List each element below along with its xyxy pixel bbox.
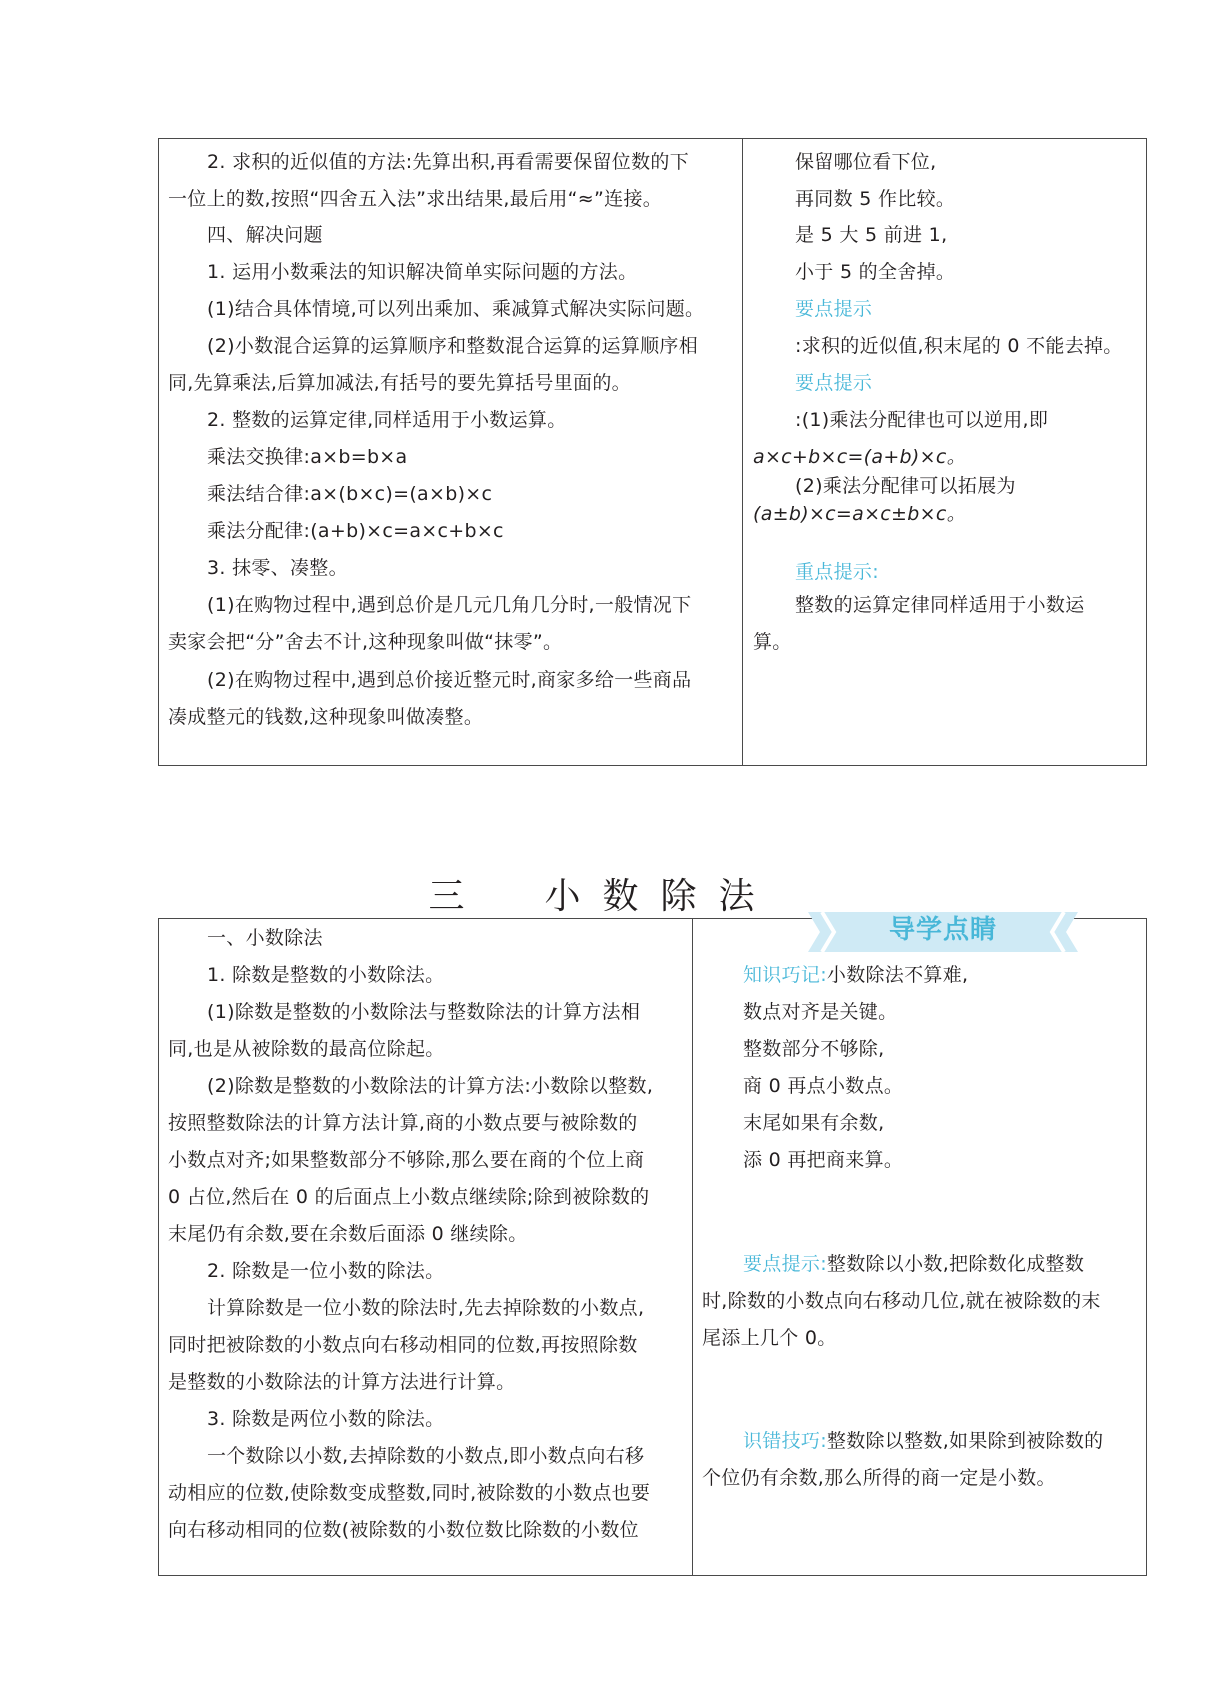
- s2-left-line: 向右移动相同的位数(被除数的小数位数比除数的小数位: [168, 1519, 639, 1541]
- s1-left-line: 凑成整元的钱数,这种现象叫做凑整。: [168, 706, 484, 728]
- s2-left-line: 动相应的位数,使除数变成整数,同时,被除数的小数点也要: [168, 1482, 651, 1504]
- s1-tip2-line: a×c+b×c=(a+b)×c。: [753, 446, 966, 468]
- s1-tip3-line: 算。: [753, 631, 792, 653]
- s2-tip-line: 尾添上几个 0。: [702, 1327, 837, 1349]
- s2-left-line: (1)除数是整数的小数除法与整数除法的计算方法相: [207, 1001, 641, 1023]
- s1-left-line: 乘法结合律:a×(b×c)=(a×b)×c: [207, 483, 493, 505]
- s2-memo-line: 整数部分不够除,: [743, 1038, 885, 1060]
- s1-tip2-label: 要点提示: [795, 372, 873, 394]
- s2-left-line: 一、小数除法: [207, 927, 323, 949]
- s1-left-line: (2)在购物过程中,遇到总价接近整元时,商家多给一些商品: [207, 669, 692, 691]
- s2-left-line: 小数点对齐;如果整数部分不够除,那么要在商的个位上商: [168, 1149, 645, 1171]
- s2-tip-line: 时,除数的小数点向右移动几位,就在被除数的末: [702, 1290, 1101, 1312]
- s2-left-line: 计算除数是一位小数的除法时,先去掉除数的小数点,: [207, 1297, 645, 1319]
- page-title: 三 小数除法: [428, 876, 777, 917]
- s1-left-line: 四、解决问题: [207, 224, 323, 246]
- s1-left-line: (1)结合具体情境,可以列出乘加、乘减算式解决实际问题。: [207, 298, 705, 320]
- s2-left-line: 末尾仍有余数,要在余数后面添 0 继续除。: [168, 1223, 528, 1245]
- s2-tip-first: [743, 1252, 1084, 1276]
- s1-poem-line: 保留哪位看下位,: [795, 151, 937, 173]
- s2-memo-text: 小数除法不算难,: [826, 964, 969, 986]
- s2-err-line: 个位仍有余数,那么所得的商一定是小数。: [702, 1467, 1056, 1489]
- s2-tip-text: 整数除以小数,把除数化成整数: [826, 1253, 1085, 1275]
- s2-err-first: [743, 1429, 1103, 1453]
- banner-title: 导学点睛: [888, 915, 997, 945]
- s2-left-line: 0 占位,然后在 0 的后面点上小数点继续除;除到被除数的: [168, 1186, 650, 1208]
- s2-left-line: 1. 除数是整数的小数除法。: [207, 964, 445, 986]
- s1-tip2-line: (2)乘法分配律可以拓展为: [795, 475, 1016, 497]
- s1-left-line: 乘法交换律:a×b=b×a: [207, 446, 408, 468]
- s2-left-line: 2. 除数是一位小数的除法。: [207, 1260, 445, 1282]
- s2-left-line: 是整数的小数除法的计算方法进行计算。: [168, 1371, 516, 1393]
- s2-err-text: 整数除以整数,如果除到被除数的: [826, 1430, 1104, 1452]
- s1-left-line: 2. 整数的运算定律,同样适用于小数运算。: [207, 409, 567, 431]
- s2-tip-label: 要点提示:: [743, 1253, 827, 1275]
- s1-tip1-text: :求积的近似值,积末尾的 0 不能去掉。: [795, 335, 1123, 357]
- s2-memo-line: 添 0 再把商来算。: [743, 1149, 904, 1171]
- s2-memo-label: 知识巧记:: [743, 964, 827, 986]
- s1-tip3-label: 重点提示:: [795, 561, 879, 583]
- s2-left-line: 同,也是从被除数的最高位除起。: [168, 1038, 445, 1060]
- s2-left-line: 3. 除数是两位小数的除法。: [207, 1408, 445, 1430]
- s1-left-line: 乘法分配律:(a+b)×c=a×c+b×c: [207, 520, 504, 542]
- section2-divider: [692, 918, 693, 1576]
- s2-memo-line: 商 0 再点小数点。: [743, 1075, 904, 1097]
- s2-memo-first: [743, 963, 968, 987]
- s1-left-line: 一位上的数,按照“四舍五入法”求出结果,最后用“≈”连接。: [168, 188, 663, 210]
- s2-memo-line: 数点对齐是关键。: [743, 1001, 898, 1023]
- s1-poem-line: 是 5 大 5 前进 1,: [795, 224, 948, 246]
- s1-poem-line: 再同数 5 作比较。: [795, 188, 956, 210]
- s2-memo-line: 末尾如果有余数,: [743, 1112, 885, 1134]
- s2-left-line: (2)除数是整数的小数除法的计算方法:小数除以整数,: [207, 1075, 654, 1097]
- s1-left-line: 2. 求积的近似值的方法:先算出积,再看需要保留位数的下: [207, 151, 690, 173]
- s1-left-line: (1)在购物过程中,遇到总价是几元几角几分时,一般情况下: [207, 594, 692, 616]
- s1-tip1-label: 要点提示: [795, 298, 873, 320]
- s2-err-label: 识错技巧:: [743, 1430, 827, 1452]
- s1-tip2-line: (a±b)×c=a×c±b×c。: [753, 503, 966, 525]
- s1-tip2-line: :(1)乘法分配律也可以逆用,即: [795, 409, 1049, 431]
- s1-poem-line: 小于 5 的全舍掉。: [795, 261, 956, 283]
- section1-divider: [742, 138, 743, 766]
- s1-left-line: 同,先算乘法,后算加减法,有括号的要先算括号里面的。: [168, 372, 631, 394]
- s1-left-line: 1. 运用小数乘法的知识解决简单实际问题的方法。: [207, 261, 638, 283]
- s2-left-line: 一个数除以小数,去掉除数的小数点,即小数点向右移: [207, 1445, 645, 1467]
- s2-left-line: 按照整数除法的计算方法计算,商的小数点要与被除数的: [168, 1112, 638, 1134]
- s1-tip3-line: 整数的运算定律同样适用于小数运: [795, 594, 1085, 616]
- s1-left-line: (2)小数混合运算的运算顺序和整数混合运算的运算顺序相: [207, 335, 699, 357]
- s1-left-line: 3. 抹零、凑整。: [207, 557, 348, 579]
- s2-left-line: 同时把被除数的小数点向右移动相同的位数,再按照除数: [168, 1334, 638, 1356]
- s1-left-line: 卖家会把“分”舍去不计,这种现象叫做“抹零”。: [168, 631, 563, 653]
